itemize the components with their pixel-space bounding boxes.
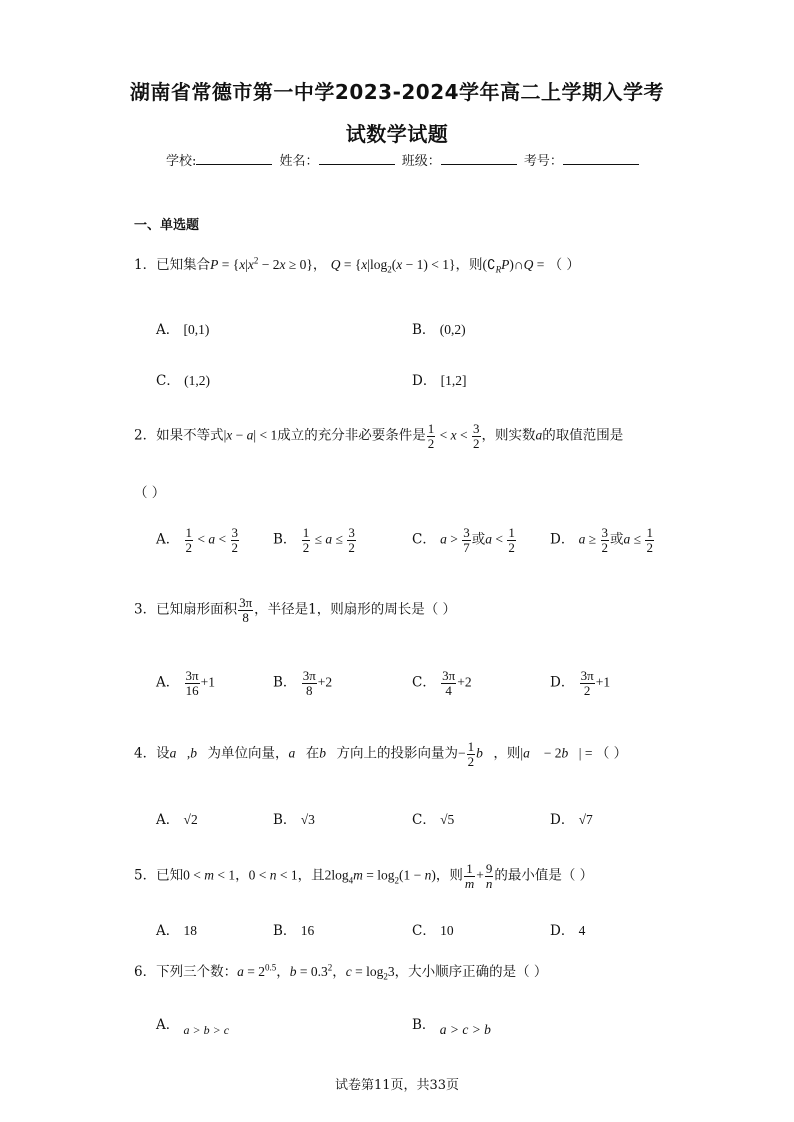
section-heading: 一、单选题 xyxy=(134,218,200,233)
question-6: 6．下列三个数：$a = 2^{0.5}$，$b = 0.3^2$，$c = \log_23$，大小顺序正确的是（ ） xyxy=(134,962,548,982)
option-2a[interactable]: A． $\frac{1}{2}$ < a < $\frac{3}{2}$ xyxy=(156,525,239,555)
option-2d[interactable]: D． a ≥ $\frac{3}{2}$ 或a ≤ $\frac{1}{2}$ xyxy=(550,525,653,555)
option-5a[interactable]: A． 18 xyxy=(156,923,198,939)
class-blank[interactable] xyxy=(441,152,517,165)
question-number: 1． xyxy=(134,257,157,273)
option-4d[interactable]: D． √7 xyxy=(550,812,593,828)
school-label: 学校: xyxy=(166,154,197,169)
question-2-paren: （ ） xyxy=(134,485,166,501)
option-1b[interactable]: B． (0,2) xyxy=(412,322,466,338)
question-4: 4．设a⃗,b⃗为单位向量，a⃗在b⃗方向上的投影向量为− $\frac{1}{2}$ b⃗，则|a⃗ − 2b⃗| = （ ） xyxy=(134,739,628,769)
option-6a[interactable]: A． a > b > c xyxy=(156,1017,230,1037)
option-1c[interactable]: C． (1,2) xyxy=(156,373,211,389)
option-4a[interactable]: A． √2 xyxy=(156,812,198,828)
exam-no-label: 考号： xyxy=(523,154,563,169)
question-text: 已知集合 xyxy=(156,257,211,273)
option-5c[interactable]: C． 10 xyxy=(412,923,454,939)
page-title-line1: 湖南省常德市第一中学2023-2024学年高二上学期入学考 xyxy=(129,80,665,104)
option-3c[interactable]: C． $\frac{3\pi}{4}$ +2 xyxy=(412,668,472,698)
question-2: 2．如果不等式|x − a| < 1成立的充分非必要条件是 $\frac{1}{2}$ < x < $\frac{3}{2}$ ，则实数a的取值范围是 xyxy=(134,421,624,451)
class-label: 班级： xyxy=(401,154,441,169)
option-1d[interactable]: D． [1,2] xyxy=(412,373,467,389)
question-3: 3．已知扇形面积 $\frac{3\pi}{8}$ ，半径是1，则扇形的周长是（ ） xyxy=(134,595,457,625)
option-3a[interactable]: A． $\frac{3\pi}{16}$ +1 xyxy=(156,668,215,698)
page-title-line2: 试数学试题 xyxy=(345,122,449,146)
formula-set-q: Q xyxy=(330,257,341,272)
option-2c[interactable]: C． a > $\frac{3}{7}$ 或a < $\frac{1}{2}$ xyxy=(412,525,515,555)
option-5b[interactable]: B． 16 xyxy=(273,923,315,939)
option-2b[interactable]: B． $\frac{1}{2}$ ≤ a ≤ $\frac{3}{2}$ xyxy=(273,525,355,555)
option-5d[interactable]: D． 4 xyxy=(550,923,586,939)
option-4c[interactable]: C． √5 xyxy=(412,812,455,828)
exam-no-blank[interactable] xyxy=(563,152,639,165)
option-3d[interactable]: D． $\frac{3\pi}{2}$ +1 xyxy=(550,668,611,698)
page-footer: 试卷第11页，共33页 xyxy=(334,1078,460,1093)
question-5: 5．已知0 < m < 1，0 < n < 1，且$2\log_4m = \log_2(1 - n)$，则 $\frac{1}{m}$ + $\frac{9}{n}$ 的最小值是（ ） xyxy=(134,861,594,891)
option-1a[interactable]: A． [0,1) xyxy=(156,322,210,338)
formula-set-p: P xyxy=(210,257,219,272)
name-blank[interactable] xyxy=(319,152,395,165)
school-blank[interactable] xyxy=(196,152,272,165)
question-1: 1．已知集合$P = \{x|x^2 - 2x \ge 0\}$， $Q = \{x|\log_2(x - 1) < 1\}$，则$(∁_RP)\cap Q$ = （ ） xyxy=(134,255,580,275)
option-6b[interactable]: B． a > c > b xyxy=(412,1017,491,1037)
student-info-line xyxy=(166,150,642,169)
name-label: 姓名： xyxy=(279,154,319,169)
option-4b[interactable]: B． √3 xyxy=(273,812,315,828)
option-3b[interactable]: B． $\frac{3\pi}{8}$ +2 xyxy=(273,668,333,698)
